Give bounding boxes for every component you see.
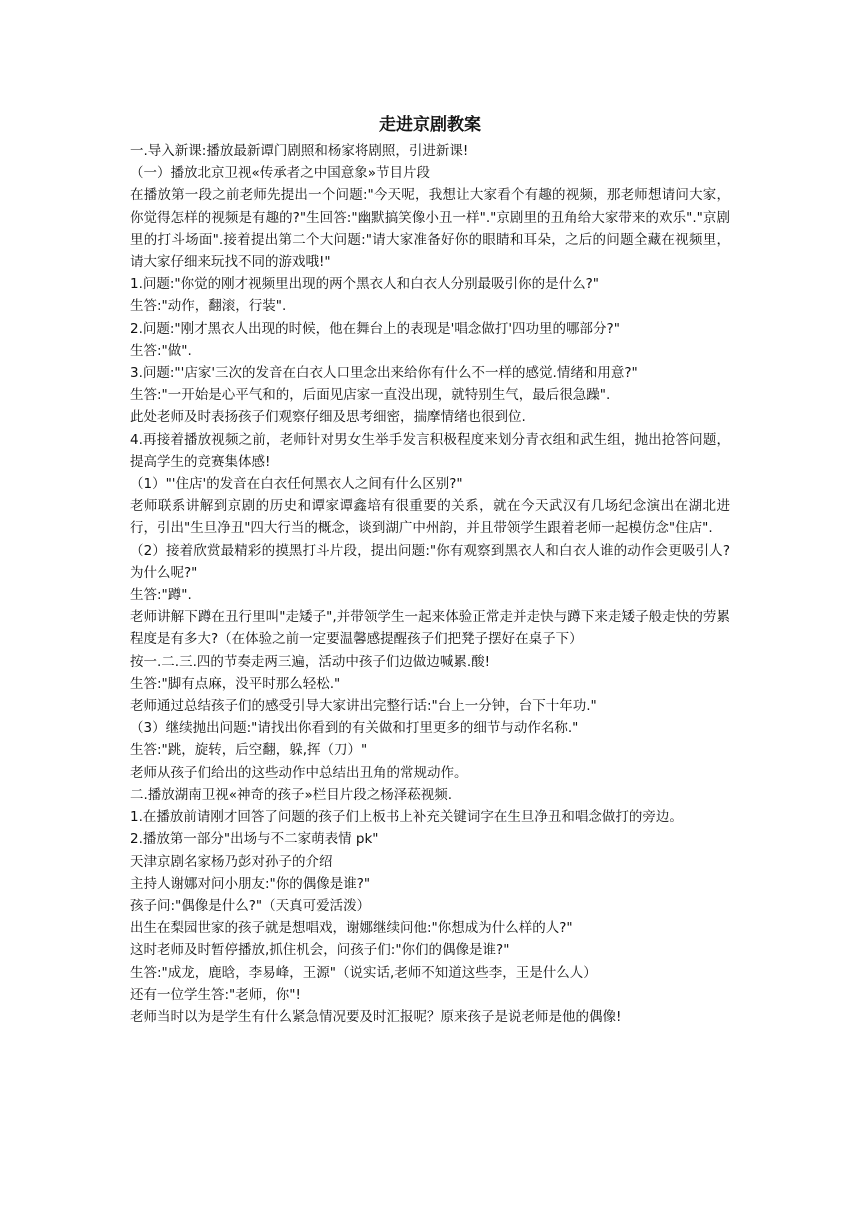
paragraph: 生答:"蹲". — [130, 587, 192, 604]
paragraph: 孩子问:"偶像是什么?"（天真可爱活泼） — [130, 897, 371, 914]
paragraph: 生答:"脚有点麻，没平时那么轻松." — [130, 675, 341, 692]
paragraph: 生答:"一开始是心平气和的，后面见店家一直没出现，就特别生气，最后很急躁". — [130, 387, 611, 404]
paragraph: 一.导入新课:播放最新谭门剧照和杨家将剧照，引进新课! — [130, 143, 469, 159]
paragraph: 在播放第一段之前老师先提出一个问题:"今天呢，我想让大家看个有趣的视频，那老师想请问大家，你觉得怎样的视频是有趣的?"生回答:"幽默搞笑像小丑一样"."京剧里的丑角给大家带来的欢乐"."京剧里的打斗场面".接着提出第二个大问题:"请大家准备好你的眼睛和耳朵，之后的问题全藏在视频里，请大家仔细来玩找不同的游戏哦!" — [130, 187, 730, 271]
document-title: 走进京剧教案 — [379, 115, 481, 135]
paragraph: 主持人谢娜对问小朋友:"你的偶像是谁?" — [130, 875, 371, 892]
paragraph: 老师联系讲解到京剧的历史和谭家谭鑫培有很重要的关系，就在今天武汉有几场纪念演出在湖北进行，引出"生旦净丑"四大行当的概念，谈到湖广中州韵，并且带领学生跟着老师一起模仿念"住店". — [130, 498, 730, 537]
paragraph: （2）接着欣赏最精彩的摸黑打斗片段，提出问题:"你有观察到黑衣人和白衣人谁的动作会更吸引人?为什么呢?" — [130, 542, 730, 581]
paragraph: 此处老师及时表扬孩子们观察仔细及思考细密，揣摩情绪也很到位. — [130, 409, 526, 426]
paragraph: （1）"'住店'的发音在白衣任何黑衣人之间有什么区别?" — [130, 476, 463, 493]
paragraph: 1.问题:"你觉的刚才视频里出现的两个黑衣人和白衣人分别最吸引你的是什么?" — [130, 276, 600, 293]
paragraph: 生答:"成龙，鹿晗，李易峰，王源"（说实话,老师不知道这些李，王是什么人） — [130, 964, 597, 981]
paragraph: 生答:"动作，翻滚，行装". — [130, 298, 287, 315]
paragraph: 还有一位学生答:"老师，你"! — [130, 986, 301, 1003]
paragraph: 出生在梨园世家的孩子就是想唱戏，谢娜继续问他:"你想成为什么样的人?" — [130, 920, 573, 937]
paragraph: 2.播放第一部分"出场与不二家萌表情 pk" — [130, 831, 379, 848]
paragraph: （3）继续抛出问题:"请找出你看到的有关做和打里更多的细节与动作名称." — [130, 720, 579, 737]
paragraph: 2.问题:"刚才黑衣人出现的时候，他在舞台上的表现是'唱念做打'四功里的哪部分?" — [130, 320, 620, 337]
paragraph: 4.再接着播放视频之前，老师针对男女生举手发言积极程度来划分青衣组和武生组，抛出抢答问题，提高学生的竞赛集体感! — [130, 431, 730, 470]
paragraph: 3.问题:"'店家'三次的发音在白衣人口里念出来给你有什么不一样的感觉.情绪和用意?" — [130, 365, 638, 382]
paragraph: 天津京剧名家杨乃彭对孙子的介绍 — [130, 853, 333, 870]
paragraph: 按一.二.三.四的节奏走两三遍，活动中孩子们边做边喊累.酸! — [130, 653, 491, 670]
paragraph: 这时老师及时暂停播放,抓住机会，问孩子们:"你们的偶像是谁?" — [130, 942, 510, 959]
paragraph: （一）播放北京卫视«传承者之中国意象»节目片段 — [130, 165, 431, 182]
paragraph: 1.在播放前请刚才回答了问题的孩子们上板书上补充关键词字在生旦净丑和唱念做打的旁边。 — [130, 809, 683, 826]
document-page — [130, 112, 730, 1028]
paragraph: 老师讲解下蹲在丑行里叫"走矮子",并带领学生一起来体验正常走并走快与蹲下来走矮子般走快的劳累程度是有多大?（在体验之前一定要温馨感提醒孩子们把凳子摆好在桌子下） — [130, 609, 730, 648]
paragraph: 二.播放湖南卫视«神奇的孩子»栏目片段之杨泽菘视频. — [130, 786, 453, 803]
paragraph: 生答:"跳，旋转，后空翻，躲,挥（刀）" — [130, 742, 368, 759]
paragraph: 生答:"做". — [130, 342, 192, 359]
paragraph: 老师从孩子们给出的这些动作中总结出丑角的常规动作。 — [130, 764, 468, 781]
paragraph: 老师通过总结孩子们的感受引导大家讲出完整行话:"台上一分钟，台下十年功." — [130, 698, 597, 715]
paragraph: 老师当时以为是学生有什么紧急情况要及时汇报呢？原来孩子是说老师是他的偶像! — [130, 1008, 622, 1025]
